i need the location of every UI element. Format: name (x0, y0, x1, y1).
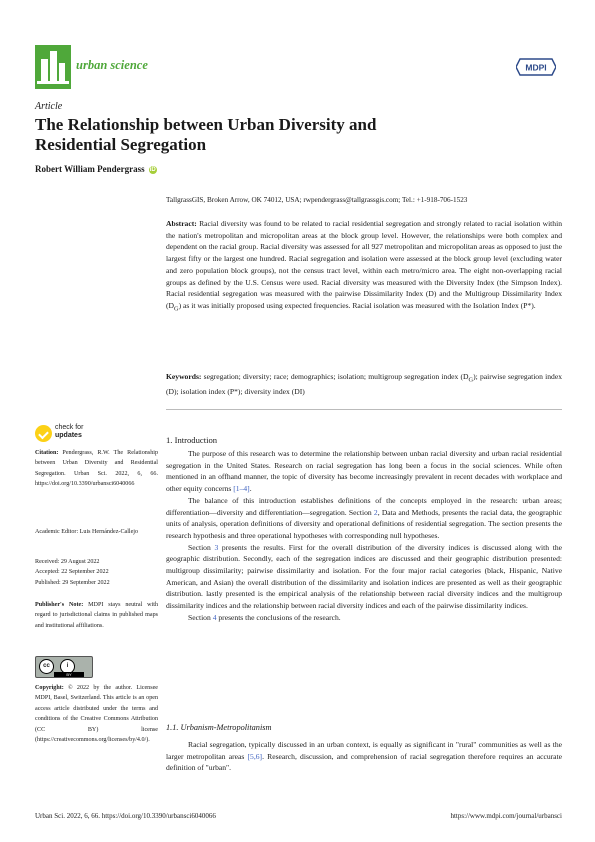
paragraph-text: presents the conclusions of the research. (216, 612, 341, 622)
paragraph-text: The balance of this introduction establishes definitions of the concepts employed in the research: urban areas; differentiation—diversity and differentiation—segregation. Section (166, 495, 562, 517)
paragraph (166, 612, 562, 624)
journal-logo-icon (35, 45, 71, 89)
keywords (166, 371, 562, 398)
section-link[interactable]: 4 (212, 612, 217, 622)
author-line (35, 164, 157, 174)
reference-link[interactable]: [1–4] (233, 484, 250, 494)
copyright-block (35, 683, 158, 745)
paragraph-text: . Research, discussion, and comprehension of racial segregation therefore requires an accurate definition of "urban". (166, 751, 562, 773)
keywords-subscript: G (468, 376, 474, 384)
abstract-subscript: G (174, 305, 179, 313)
divider (166, 409, 562, 410)
citation-text[interactable]: Pendergrass, R.W. The Relationship between Urban Diversity and Residential Segregation. Urban Sci. 2022, 6, 66. https://doi.org/10.3390/urbansci6040066 (35, 450, 158, 488)
section-link[interactable]: 3 (214, 542, 219, 552)
check-updates-icon (35, 425, 52, 442)
check-for-updates-button[interactable] (35, 424, 105, 446)
subsection-heading: 1.1. Urbanism-Metropolitanism (166, 723, 272, 732)
paragraph (166, 448, 562, 495)
article-type: Article (35, 101, 63, 112)
check-updates-line2: updates (55, 432, 82, 439)
cc-by-license-icon[interactable] (35, 656, 93, 678)
check-updates-label (55, 424, 83, 440)
citation-label: Citation: (35, 450, 59, 456)
cc-icon: cc (39, 659, 54, 674)
publisher-note (35, 600, 158, 631)
paragraph (166, 495, 562, 542)
accepted-date: Accepted: 22 September 2022 (35, 569, 109, 576)
check-updates-line1: check for (55, 424, 84, 431)
academic-editor: Academic Editor: Luis Hernández-Callejo (35, 529, 139, 535)
mdpi-logo-icon (516, 57, 556, 77)
abstract-text: Racial diversity was found to be related to racial residential segregation and strongly related to racial isolation within the nation's metropolitan and micropolitan areas at the block group level. However, the relationships were both complex and dependent on the racial group. Racial diversity was assessed for all 927 metropolitan and micropolitan areas as opposed to just the largest fifty or the largest one hundred. Racial segregation and isolation were assessed at the block group level (excluding water and zero population block groups), not the census tract level, within each metro/micro area. The eight non-overlapping racial groups as defined by the U.S. Census were used. Racial diversity was measured with the Diversity Index (the Simpson Index). Racial residential segregation was measured with the pairwise Dissimilarity Index (D) and the Multigroup Dissimilarity Index (D (166, 219, 562, 310)
dates-block (35, 557, 158, 588)
mdpi-logo-text: MDPI (525, 62, 547, 73)
author-name: Robert William Pendergrass (35, 164, 145, 174)
reference-link[interactable]: [5,6] (247, 751, 263, 761)
abstract-label: Abstract: (166, 219, 197, 228)
by-person-icon: i (60, 659, 75, 674)
section-link[interactable]: 2 (373, 507, 378, 517)
keywords-label: Keywords: (166, 372, 202, 381)
paragraph-text: presents the results. First for the overall distribution of the diversity indices is discussed along with the geographic distribution. Secondly, each of the segregation indices are discussed and their geographic distribution presented: multigroup dissimilarity; pairwise dissimilarity and isolation. For the four major racial categories (black, Hispanic, Native American, and Asian) the overall distribution of the dissimilarity and isolation indices are presented as well as their geographic distribution. lastly presented is the empirical analysis of the relationship between racial diversity indices and the multigroup dissimilarity indices and the relationship between racial diversity indices and each of the pairwise dissimilarity indices. (166, 542, 562, 611)
paragraph-text: Racial segregation, typically discussed in an urban context, is equally as significant in "rural" communities as well as the larger metropolitan areas (166, 740, 562, 761)
paragraph-text: Section (188, 542, 215, 552)
journal-name: urban science (76, 58, 148, 72)
paragraph-text: The purpose of this research was to determine the relationship between unban racial diversity and urban racial residential segregation in the United States. Research on racial segregation has long been a focus in the social sciences. While often mentioned in an offhand manner, the topic of diversity has become increasingly prevalent in recent decades with workplace and other equity concerns (166, 449, 562, 494)
publisher-note-text: MDPI stays neutral with regard to jurisdictional claims in published maps and institutional affiliations. (35, 602, 158, 629)
paragraph-text: Section (188, 612, 213, 622)
abstract-text-end: ) as it was initially proposed using expected frequencies. Racial isolation was measured with the Isolation Index (P*). (178, 300, 536, 310)
paragraph-text: , Data and Methods, presents the racial data, the geographic units of analysis, operation definitions of diversity and operational definitions of residential segregation. The section presents the research hypothesis and three operational hypotheses with corresponding null hypotheses. (166, 507, 562, 540)
article-title: The Relationship between Urban Diversity and Residential Segregation (35, 115, 377, 154)
published-date: Published: 29 September 2022 (35, 579, 110, 586)
keywords-text-end: ); pairwise segregation index (D); isolation index (P*); diversity index (DI) (166, 372, 562, 397)
paragraph (166, 542, 562, 612)
paragraph (166, 739, 562, 774)
orcid-icon[interactable]: iD (149, 167, 156, 173)
by-label: BY (54, 672, 84, 677)
affiliation: TallgrassGIS, Broken Arrow, OK 74012, USA; rwpendergrass@tallgrassgis.com; Tel.: +1-918-706-1523 (166, 196, 468, 204)
introduction-body (166, 448, 562, 624)
abstract (166, 218, 562, 315)
received-date: Received: 29 August 2022 (35, 559, 100, 565)
footer-journal-url[interactable]: https://www.mdpi.com/journal/urbansci (450, 812, 562, 820)
subsection-body (166, 739, 562, 774)
footer-citation[interactable]: Urban Sci. 2022, 6, 66. https://doi.org/10.3390/urbansci6040066 (35, 812, 216, 820)
section-heading-introduction: 1. Introduction (166, 435, 218, 445)
copyright-text: © 2022 by the author. Licensee MDPI, Basel, Switzerland. This article is an open access article distributed under the terms and conditions of the Creative Commons Attribution (CC BY) license (https://creativecommons.org/licenses/by/4.0/). (35, 685, 158, 744)
keywords-text: segregation; diversity; race; demographics; isolation; multigroup segregation index (D (201, 372, 469, 381)
copyright-label: Copyright: (35, 685, 64, 691)
publisher-note-label: Publisher's Note: (35, 602, 84, 608)
citation-block (35, 448, 158, 490)
paragraph-text: . (249, 484, 252, 494)
